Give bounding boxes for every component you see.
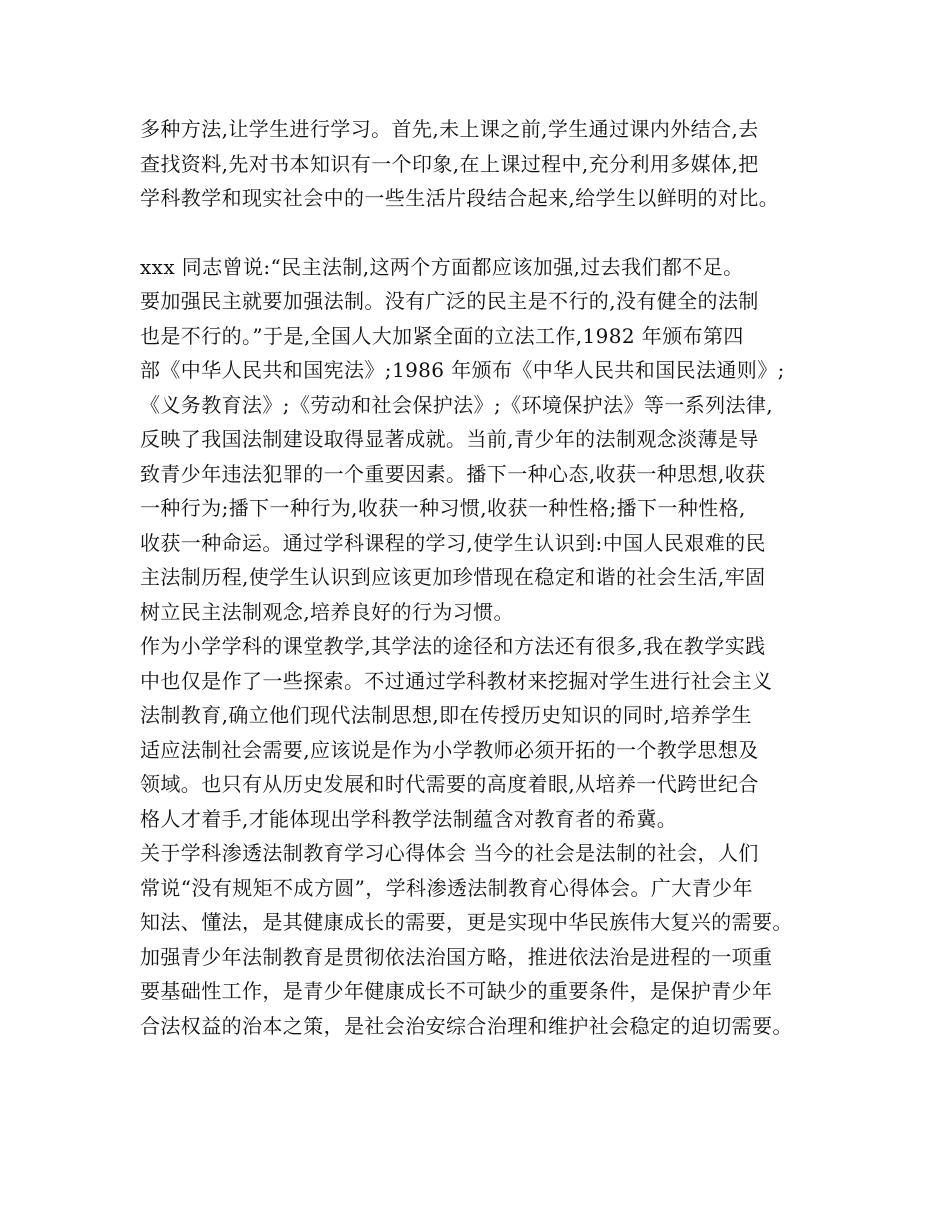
text-line: 学科教学和现实社会中的一些生活片段结合起来,给学生以鲜明的对比。 <box>140 186 780 210</box>
paragraph-3 <box>140 629 830 836</box>
text-line: 中也仅是作了一些探索。不过通过学科教材来挖掘对学生进行社会主义 <box>140 668 773 693</box>
text-line: 收获一种命运。通过学科课程的学习,使学生认识到:中国人民艰难的民 <box>140 530 766 555</box>
text-line: 反映了我国法制建设取得显著成就。当前,青少年的法制观念淡薄是导 <box>140 427 759 451</box>
text-line: 也是不行的。”于是,全国人大加紧全面的立法工作,1982 年颁布第四 <box>140 323 744 348</box>
text-line: 法制教育,确立他们现代法制思想,即在传授历史知识的同时,培养学生 <box>140 703 752 727</box>
paragraph-4 <box>140 836 830 1043</box>
text-line: 查找资料,先对书本知识有一个印象,在上课过程中,充分利用多媒体,把 <box>140 151 759 176</box>
text-line: 合法权益的治本之策，是社会治安综合治理和维护社会稳定的迫切需要。 <box>140 1013 793 1038</box>
text-line: 一种行为;播下一种行为,收获一种习惯,收获一种性格;播下一种性格, <box>140 496 746 520</box>
text-line: 要加强民主就要加强法制。没有广泛的民主是不行的,没有健全的法制 <box>140 289 759 313</box>
text-line: 适应法制社会需要,应该说是作为小学教师必须开拓的一个教学思想及 <box>140 737 759 762</box>
paragraph-1 <box>140 112 830 216</box>
text-line: 加强青少年法制教育是贯彻依法治国方略，推进依法治是进程的一项重 <box>140 944 773 969</box>
text-line: 《义务教育法》;《劳动和社会保护法》;《环境保护法》等一系列法律, <box>140 392 774 417</box>
paragraph-2 <box>140 250 830 630</box>
text-line: 领域。也只有从历史发展和时代需要的高度着眼,从培养一代跨世纪合 <box>140 772 759 796</box>
text-line: 要基础性工作，是青少年健康成长不可缺少的重要条件，是保护青少年 <box>140 979 773 1003</box>
text-line: 致青少年违法犯罪的一个重要因素。播下一种心态,收获一种思想,收获 <box>140 461 766 486</box>
text-line: xxx 同志曾说:“民主法制,这两个方面都应该加强,过去我们都不足。 <box>140 254 744 279</box>
text-line: 主法制历程,使学生认识到应该更加珍惜现在稳定和谐的社会生活,牢固 <box>140 565 766 589</box>
text-line: 知法、懂法，是其健康成长的需要，更是实现中华民族伟大复兴的需要。 <box>140 910 793 934</box>
text-line: 格人才着手,才能体现出学科教学法制蕴含对教育者的希冀。 <box>140 806 678 831</box>
text-line: 作为小学学科的课堂教学,其学法的途径和方法还有很多,我在教学实践 <box>140 634 766 658</box>
document-body <box>140 112 830 1043</box>
text-line: 常说“没有规矩不成方圆”，学科渗透法制教育心得体会。广大青少年 <box>140 875 753 900</box>
text-line: 关于学科渗透法制教育学习心得体会 当今的社会是法制的社会，人们 <box>140 841 759 865</box>
text-line: 多种方法,让学生进行学习。首先,未上课之前,学生通过课内外结合,去 <box>140 117 759 141</box>
text-line: 部《中华人民共和国宪法》;1986 年颁布《中华人民共和国民法通则》; <box>140 358 785 382</box>
text-line: 树立民主法制观念,培养良好的行为习惯。 <box>140 599 514 624</box>
paragraph-gap <box>140 216 830 250</box>
